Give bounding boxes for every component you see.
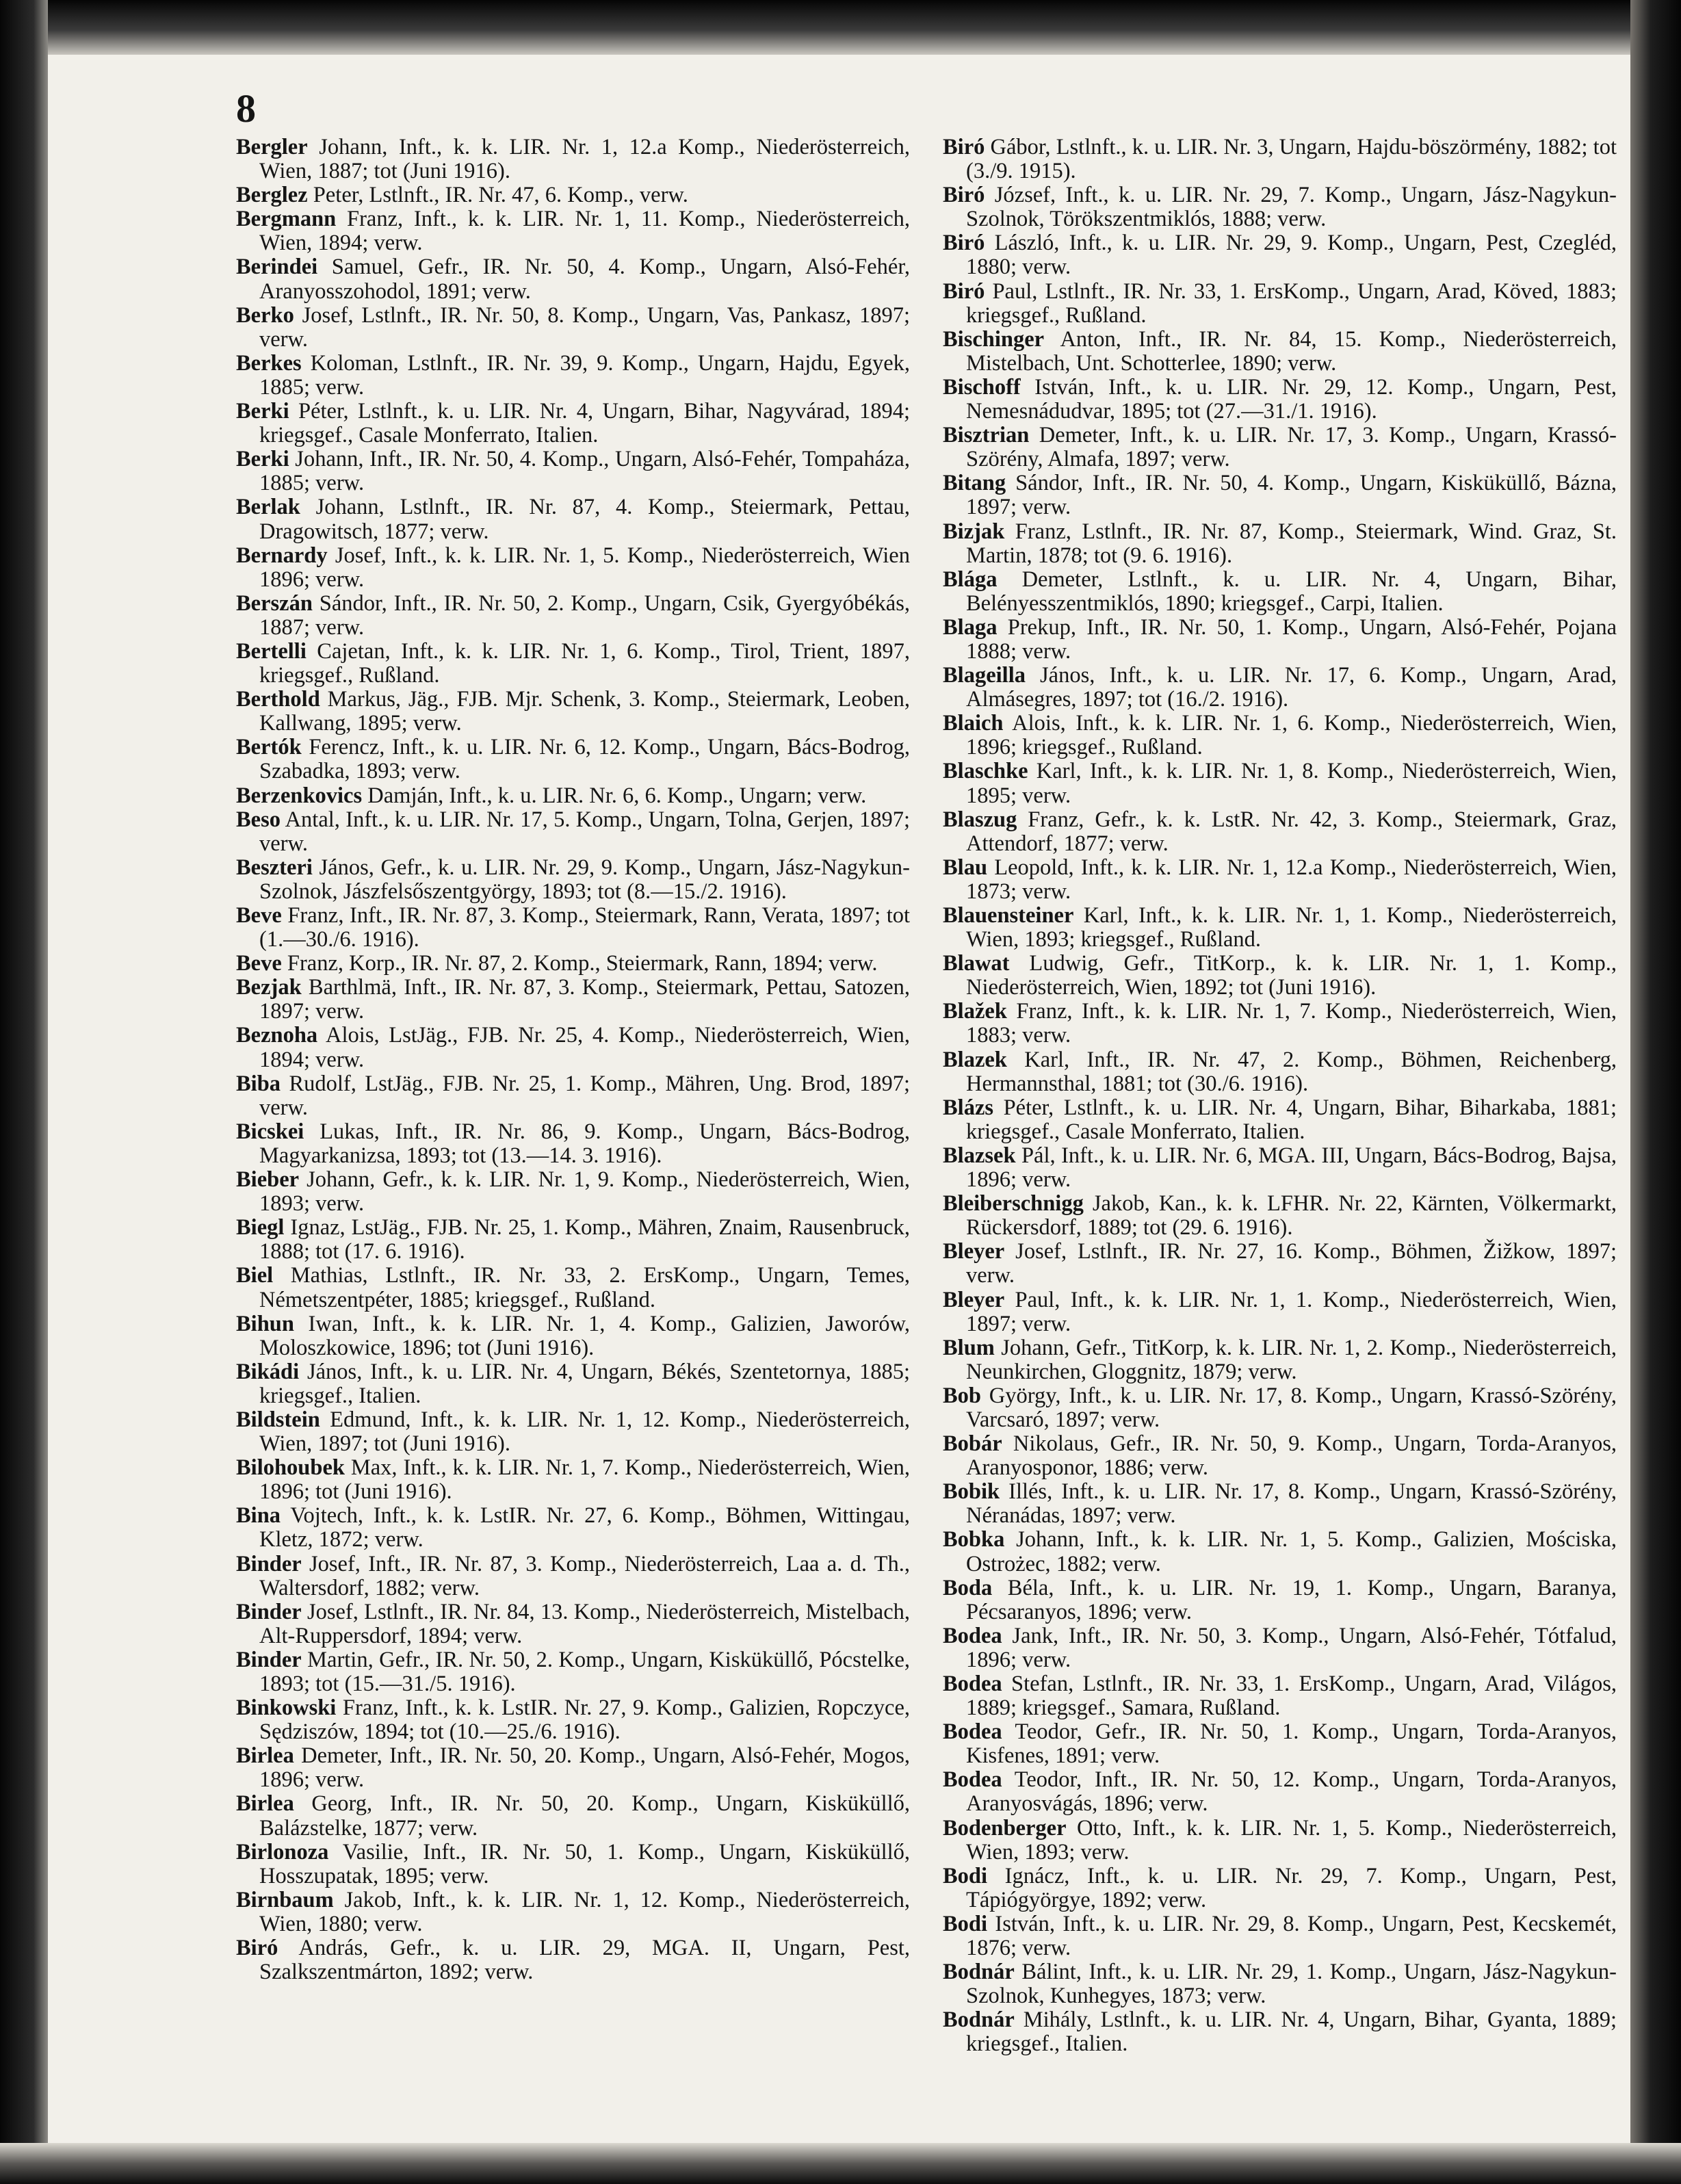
entry-surname: Bihun xyxy=(236,1311,294,1336)
entry-details: János, Inft., k. u. LIR. Nr. 17, 6. Komp., Ungarn, Arad, Almásegres, 1897; tot (16./2. 1916). xyxy=(966,663,1617,712)
entry-details: József, Inft., k. u. LIR. Nr. 29, 7. Komp., Ungarn, Jász-Nagykun-Szolnok, Törökszentmiklós, 1888; verw. xyxy=(966,183,1617,232)
left-column xyxy=(236,135,910,1984)
entry-surname: Blažek xyxy=(943,999,1007,1024)
casualty-entry xyxy=(943,712,1617,759)
casualty-entry xyxy=(236,976,910,1024)
entry-details: Stefan, Lstlnft., IR. Nr. 33, 1. ErsKomp., Ungarn, Arad, Világos, 1889; kriegsgef., Samara, Rußland. xyxy=(966,1672,1617,1721)
casualty-entry xyxy=(943,1192,1617,1240)
entry-surname: Binder xyxy=(236,1647,302,1672)
casualty-entry xyxy=(943,280,1617,328)
entry-surname: Biba xyxy=(236,1071,281,1096)
entry-surname: Berkes xyxy=(236,350,302,376)
entry-details: Leopold, Inft., k. k. LIR. Nr. 1, 12.a Komp., Niederösterreich, Wien, 1873; verw. xyxy=(966,855,1617,904)
entry-surname: Bodi xyxy=(943,1911,988,1936)
entry-details: Alois, Inft., k. k. LIR. Nr. 1, 6. Komp., Niederösterreich, Wien, 1896; kriegsgef., Rußland. xyxy=(966,711,1617,760)
casualty-entry xyxy=(236,544,910,592)
casualty-entry xyxy=(943,1624,1617,1672)
entry-details: István, Inft., k. u. LIR. Nr. 29, 8. Komp., Ungarn, Pest, Kecskemét, 1876; verw. xyxy=(966,1911,1617,1961)
entry-details: Mathias, Lstlnft., IR. Nr. 33, 2. ErsKomp., Ungarn, Temes, Németszentpéter, 1885; kriegsgef., Rußland. xyxy=(259,1263,910,1312)
casualty-entry xyxy=(943,856,1617,904)
entry-details: Johann, Gefr., k. k. LIR. Nr. 1, 9. Komp., Niederösterreich, Wien, 1893; verw. xyxy=(259,1167,910,1217)
entry-surname: Beszteri xyxy=(236,855,313,880)
casualty-entry xyxy=(943,424,1617,471)
entry-details: Teodor, Gefr., IR. Nr. 50, 1. Komp., Ungarn, Torda-Aranyos, Kisfenes, 1891; verw. xyxy=(966,1719,1617,1769)
casualty-entry xyxy=(236,856,910,904)
entry-details: Prekup, Inft., IR. Nr. 50, 1. Komp., Ungarn, Alsó-Fehér, Pojana 1888; verw. xyxy=(966,614,1617,664)
entry-surname: Birnbaum xyxy=(236,1887,334,1912)
entry-surname: Blauensteiner xyxy=(943,903,1074,928)
casualty-entry xyxy=(236,255,910,303)
entry-surname: Bertók xyxy=(236,735,302,760)
entry-surname: Berszán xyxy=(236,590,313,616)
entry-surname: Bergmann xyxy=(236,207,337,232)
entry-details: Pál, Inft., k. u. LIR. Nr. 6, MGA. III, Ungarn, Bács-Bodrog, Bajsa, 1896; verw. xyxy=(966,1143,1617,1193)
entry-surname: Beznoha xyxy=(236,1023,318,1048)
entry-surname: Blága xyxy=(943,567,998,592)
casualty-entry xyxy=(236,1408,910,1456)
entry-details: Sándor, Inft., IR. Nr. 50, 4. Komp., Ungarn, Kisküküllő, Bázna, 1897; verw. xyxy=(966,471,1617,520)
entry-details: Nikolaus, Gefr., IR. Nr. 50, 9. Komp., Ungarn, Torda-Aranyos, Aranyosponor, 1886; verw. xyxy=(966,1431,1617,1481)
entry-surname: Berko xyxy=(236,302,294,328)
entry-details: Franz, Inft., k. k. LIR. Nr. 1, 7. Komp., Niederösterreich, Wien, 1883; verw. xyxy=(966,999,1617,1048)
entry-surname: Bodenberger xyxy=(943,1815,1067,1841)
casualty-entry xyxy=(236,1792,910,1840)
entry-details: Johann, Lstlnft., IR. Nr. 87, 4. Komp., Steiermark, Pettau, Dragowitsch, 1877; verw. xyxy=(259,495,910,544)
entry-surname: Bina xyxy=(236,1503,281,1529)
entry-details: Otto, Inft., k. k. LIR. Nr. 1, 5. Komp., Niederösterreich, Wien, 1893; verw. xyxy=(966,1815,1617,1864)
casualty-entry xyxy=(236,1696,910,1744)
entry-details: Ignaz, LstJäg., FJB. Nr. 25, 1. Komp., Mähren, Znaim, Rausenbruck, 1888; tot (17. 6. 1916). xyxy=(259,1215,910,1264)
entry-details: Johann, Gefr., TitKorp, k. k. LIR. Nr. 1, 2. Komp., Niederösterreich, Neunkirchen, Gloggnitz, 1879; verw. xyxy=(966,1335,1617,1384)
entry-details: György, Inft., k. u. LIR. Nr. 17, 8. Komp., Ungarn, Krassó-Szörény, Varcsaró, 1897; verw. xyxy=(966,1383,1617,1432)
scan-border-right xyxy=(1630,0,1681,2184)
entry-details: Demeter, Lstlnft., k. u. LIR. Nr. 4, Ungarn, Bihar, Belényesszentmiklós, 1890; kriegsgef., Carpi, Italien. xyxy=(966,567,1617,616)
entry-surname: Bobár xyxy=(943,1431,1002,1457)
entry-surname: Blaschke xyxy=(943,759,1028,784)
entry-details: Teodor, Inft., IR. Nr. 50, 12. Komp., Ungarn, Torda-Aranyos, Aranyosvágás, 1896; verw. xyxy=(966,1767,1617,1817)
casualty-entry xyxy=(236,1216,910,1264)
casualty-entry xyxy=(943,471,1617,519)
entry-surname: Blázs xyxy=(943,1095,994,1120)
casualty-entry xyxy=(236,784,910,808)
entry-surname: Bieber xyxy=(236,1167,300,1193)
casualty-entry xyxy=(943,1817,1617,1864)
entry-surname: Bob xyxy=(943,1383,982,1408)
entry-details: Franz, Korp., IR. Nr. 87, 2. Komp., Steiermark, Rann, 1894; verw. xyxy=(281,951,878,976)
entry-details: Josef, Lstlnft., IR. Nr. 50, 8. Komp., Ungarn, Vas, Pankasz, 1897; verw. xyxy=(259,302,910,352)
casualty-entry xyxy=(943,1432,1617,1480)
entry-surname: Birlea xyxy=(236,1743,294,1769)
entry-details: Béla, Inft., k. u. LIR. Nr. 19, 1. Komp., Ungarn, Baranya, Pécsaranyos, 1896; verw. xyxy=(966,1575,1617,1624)
casualty-entry xyxy=(943,1240,1617,1288)
entry-surname: Bischoff xyxy=(943,374,1021,400)
entry-details: Josef, Inft., k. k. LIR. Nr. 1, 5. Komp., Niederösterreich, Wien 1896; verw. xyxy=(259,543,910,592)
casualty-entry xyxy=(943,1288,1617,1336)
entry-surname: Bikádi xyxy=(236,1359,300,1384)
casualty-entry xyxy=(236,688,910,736)
entry-surname: Berindei xyxy=(236,255,318,280)
entry-surname: Berki xyxy=(236,399,289,424)
casualty-entry xyxy=(943,183,1617,231)
casualty-entry xyxy=(236,1504,910,1552)
casualty-entry xyxy=(943,664,1617,712)
entry-details: Illés, Inft., k. u. LIR. Nr. 17, 8. Komp., Ungarn, Krassó-Szörény, Néranádas, 1897; verw. xyxy=(966,1479,1617,1529)
entry-details: Johann, Inft., k. k. LIR. Nr. 1, 5. Komp., Galizien, Mościska, Ostrożec, 1882; verw. xyxy=(966,1527,1617,1576)
entry-details: Damján, Inft., k. u. LIR. Nr. 6, 6. Komp., Ungarn; verw. xyxy=(362,783,867,808)
entry-details: Péter, Lstlnft., k. u. LIR. Nr. 4, Ungarn, Bihar, Nagyvárad, 1894; kriegsgef., Casale Monferrato, Italien. xyxy=(259,399,910,448)
entry-details: Ludwig, Gefr., TitKorp., k. k. LIR. Nr. 1, 1. Komp., Niederösterreich, Wien, 1892; tot (Juni 1916). xyxy=(966,951,1617,1000)
casualty-entry xyxy=(943,759,1617,807)
entry-details: Cajetan, Inft., k. k. LIR. Nr. 1, 6. Komp., Tirol, Trient, 1897, kriegsgef., Rußland. xyxy=(259,638,910,688)
casualty-entry xyxy=(236,1120,910,1168)
entry-details: Georg, Inft., IR. Nr. 50, 20. Komp., Ungarn, Kisküküllő, Balázstelke, 1877; verw. xyxy=(259,1791,910,1841)
entry-surname: Blau xyxy=(943,855,988,880)
casualty-entry xyxy=(236,952,910,976)
casualty-entry xyxy=(236,447,910,495)
entry-details: Anton, Inft., IR. Nr. 84, 15. Komp., Niederösterreich, Mistelbach, Unt. Schotterlee, 1890; verw. xyxy=(966,326,1617,376)
entry-surname: Bicskei xyxy=(236,1119,304,1144)
casualty-entry xyxy=(236,1841,910,1888)
casualty-entry xyxy=(943,1912,1617,1960)
entry-details: Karl, Inft., IR. Nr. 47, 2. Komp., Böhmen, Reichenberg, Hermannsthal, 1881; tot (30./6. 1916). xyxy=(966,1047,1617,1096)
entry-details: Josef, Inft., IR. Nr. 87, 3. Komp., Niederösterreich, Laa a. d. Th., Waltersdorf, 1882; verw. xyxy=(259,1551,910,1600)
entry-details: Gábor, Lstlnft., k. u. LIR. Nr. 3, Ungarn, Hajdu-böszörmény, 1882; tot (3./9. 1915). xyxy=(966,135,1617,184)
entry-surname: Beso xyxy=(236,807,281,832)
casualty-entry xyxy=(943,1960,1617,2008)
entry-details: Ignácz, Inft., k. u. LIR. Nr. 29, 7. Komp., Ungarn, Pest, Tápiógyörgye, 1892; verw. xyxy=(966,1863,1617,1912)
casualty-entry xyxy=(943,1336,1617,1384)
entry-surname: Bizjak xyxy=(943,519,1005,544)
casualty-entry xyxy=(943,1144,1617,1192)
entry-surname: Berki xyxy=(236,447,289,472)
casualty-entry xyxy=(943,1864,1617,1912)
entry-details: Johann, Inft., IR. Nr. 50, 4. Komp., Ungarn, Alsó-Fehér, Tompaháza, 1885; verw. xyxy=(259,447,910,496)
casualty-entry xyxy=(943,2008,1617,2056)
entry-details: Demeter, Inft., k. u. LIR. Nr. 17, 3. Komp., Ungarn, Krassó-Szörény, Almafa, 1897; verw. xyxy=(966,423,1617,472)
entry-details: Franz, Lstlnft., IR. Nr. 87, Komp., Steiermark, Wind. Graz, St. Martin, 1878; tot (9. 6. 1916). xyxy=(966,519,1617,568)
casualty-entry xyxy=(236,400,910,447)
casualty-entry xyxy=(943,952,1617,1000)
casualty-entry xyxy=(943,904,1617,952)
entry-surname: Bleiberschnigg xyxy=(943,1191,1084,1217)
entry-details: Franz, Inft., k. k. LstIR. Nr. 27, 9. Komp., Galizien, Ropczyce, Sędziszów, 1894; tot (10.—25./6. 1916). xyxy=(259,1695,910,1745)
entry-details: Peter, Lstlnft., IR. Nr. 47, 6. Komp., verw. xyxy=(307,183,688,208)
entry-details: Lukas, Inft., IR. Nr. 86, 9. Komp., Ungarn, Bács-Bodrog, Magyarkanizsa, 1893; tot (13.—14. 3. 1916). xyxy=(259,1119,910,1168)
entry-surname: Bilohoubek xyxy=(236,1455,345,1481)
entry-surname: Bobik xyxy=(943,1479,1000,1505)
entry-surname: Blageilla xyxy=(943,663,1026,688)
casualty-entry xyxy=(236,495,910,543)
entry-surname: Binder xyxy=(236,1551,302,1576)
entry-details: Péter, Lstlnft., k. u. LIR. Nr. 4, Ungarn, Bihar, Biharkaba, 1881; kriegsgef., Casale Monferrato, Italien. xyxy=(966,1095,1617,1144)
casualty-entry xyxy=(236,352,910,400)
entry-details: Demeter, Inft., IR. Nr. 50, 20. Komp., Ungarn, Alsó-Fehér, Mogos, 1896; verw. xyxy=(259,1743,910,1793)
casualty-entry xyxy=(236,1936,910,1984)
entry-details: Paul, Inft., k. k. LIR. Nr. 1, 1. Komp., Niederösterreich, Wien, 1897; verw. xyxy=(966,1287,1617,1336)
casualty-entry xyxy=(236,592,910,640)
casualty-entry xyxy=(236,207,910,255)
entry-details: Josef, Lstlnft., IR. Nr. 84, 13. Komp., Niederösterreich, Mistelbach, Alt-Ruppersdorf, 1894; verw. xyxy=(259,1599,910,1648)
entry-surname: Bodi xyxy=(943,1863,988,1888)
entry-details: Bálint, Inft., k. u. LIR. Nr. 29, 1. Komp., Ungarn, Jász-Nagykun-Szolnok, Kunhegyes, 1873; verw. xyxy=(966,1960,1617,2009)
entry-surname: Biró xyxy=(943,231,985,256)
entry-surname: Blaich xyxy=(943,711,1004,736)
entry-surname: Binkowski xyxy=(236,1695,337,1721)
entry-details: Karl, Inft., k. k. LIR. Nr. 1, 1. Komp., Niederösterreich, Wien, 1893; kriegsgef., Rußland. xyxy=(966,903,1617,952)
casualty-entry xyxy=(236,1744,910,1792)
casualty-entry xyxy=(943,568,1617,616)
entry-surname: Birlonoza xyxy=(236,1839,329,1864)
casualty-entry xyxy=(236,1168,910,1216)
entry-surname: Biró xyxy=(943,278,985,304)
casualty-entry xyxy=(236,1456,910,1504)
entry-surname: Bodea xyxy=(943,1623,1002,1648)
casualty-entry xyxy=(943,1096,1617,1144)
entry-surname: Berglez xyxy=(236,183,308,208)
entry-details: Koloman, Lstlnft., IR. Nr. 39, 9. Komp., Ungarn, Hajdu, Egyek, 1885; verw. xyxy=(259,350,910,400)
entry-surname: Biegl xyxy=(236,1215,285,1240)
entry-surname: Binder xyxy=(236,1599,302,1624)
casualty-entry xyxy=(943,1000,1617,1048)
casualty-entry xyxy=(943,328,1617,376)
entry-surname: Bischinger xyxy=(943,326,1045,352)
casualty-entry xyxy=(236,304,910,352)
entry-details: Johann, Inft., k. k. LIR. Nr. 1, 12.a Komp., Niederösterreich, Wien, 1887; tot (Juni 1916). xyxy=(259,135,910,184)
casualty-entry xyxy=(236,1072,910,1120)
right-column xyxy=(943,135,1617,2057)
casualty-entry xyxy=(236,904,910,952)
entry-surname: Bobka xyxy=(943,1527,1005,1552)
entry-details: László, Inft., k. u. LIR. Nr. 29, 9. Komp., Ungarn, Pest, Czegléd, 1880; verw. xyxy=(966,231,1617,280)
entry-details: Paul, Lstlnft., IR. Nr. 33, 1. ErsKomp., Ungarn, Arad, Köved, 1883; kriegsgef., Rußland. xyxy=(966,278,1617,328)
entry-details: Franz, Inft., IR. Nr. 87, 3. Komp., Steiermark, Rann, Verata, 1897; tot (1.—30./6. 1916). xyxy=(259,903,910,952)
entry-surname: Blum xyxy=(943,1335,995,1360)
casualty-entry xyxy=(943,1048,1617,1096)
entry-details: Karl, Inft., k. k. LIR. Nr. 1, 8. Komp., Niederösterreich, Wien, 1895; verw. xyxy=(966,759,1617,808)
casualty-entry xyxy=(943,1768,1617,1816)
entry-details: Markus, Jäg., FJB. Mjr. Schenk, 3. Komp., Steiermark, Leoben, Kallwang, 1895; verw. xyxy=(259,687,910,736)
entry-surname: Bernardy xyxy=(236,543,328,568)
scan-border-top xyxy=(0,0,1681,55)
entry-details: Jakob, Kan., k. k. LFHR. Nr. 22, Kärnten, Völkermarkt, Rückersdorf, 1889; tot (29. 6. 1916). xyxy=(966,1191,1617,1240)
entry-surname: Bleyer xyxy=(943,1239,1005,1264)
entry-details: Jank, Inft., IR. Nr. 50, 3. Komp., Ungarn, Alsó-Fehér, Tótfalud, 1896; verw. xyxy=(966,1623,1617,1672)
entry-surname: Berlak xyxy=(236,495,300,520)
casualty-entry xyxy=(943,1528,1617,1576)
entry-surname: Biel xyxy=(236,1263,274,1288)
entry-details: Sándor, Inft., IR. Nr. 50, 2. Komp., Ungarn, Csik, Gyergyóbékás, 1887; verw. xyxy=(259,590,910,640)
casualty-entry xyxy=(236,1024,910,1071)
entry-details: Franz, Inft., k. k. LIR. Nr. 1, 11. Komp., Niederösterreich, Wien, 1894; verw. xyxy=(259,207,910,256)
casualty-entry xyxy=(943,231,1617,279)
entry-surname: Boda xyxy=(943,1575,993,1600)
entry-details: István, Inft., k. u. LIR. Nr. 29, 12. Komp., Ungarn, Pest, Nemesnádudvar, 1895; tot (27.—31./1. 1916). xyxy=(966,374,1617,424)
entry-surname: Bodnár xyxy=(943,1960,1015,1985)
casualty-entry xyxy=(943,1720,1617,1768)
entry-surname: Blazsek xyxy=(943,1143,1016,1168)
entry-surname: Blaga xyxy=(943,614,998,640)
casualty-entry xyxy=(943,1672,1617,1720)
casualty-entry xyxy=(943,1576,1617,1624)
casualty-entry xyxy=(943,376,1617,424)
casualty-entry xyxy=(236,1360,910,1408)
entry-surname: Bergler xyxy=(236,135,308,159)
casualty-entry xyxy=(236,1552,910,1600)
entry-surname: Biró xyxy=(943,135,985,159)
entry-details: János, Inft., k. u. LIR. Nr. 4, Ungarn, Békés, Szentetornya, 1885; kriegsgef., Italien. xyxy=(259,1359,910,1408)
casualty-entry xyxy=(236,736,910,783)
entry-surname: Bodea xyxy=(943,1719,1002,1745)
entry-details: Max, Inft., k. k. LIR. Nr. 1, 7. Komp., Niederösterreich, Wien, 1896; tot (Juni 1916). xyxy=(259,1455,910,1505)
casualty-entry xyxy=(943,135,1617,183)
entry-surname: Bezjak xyxy=(236,975,302,1000)
casualty-entry xyxy=(943,1480,1617,1528)
entry-details: Ferencz, Inft., k. u. LIR. Nr. 6, 12. Komp., Ungarn, Bács-Bodrog, Szabadka, 1893; verw. xyxy=(259,735,910,784)
entry-details: András, Gefr., k. u. LIR. 29, MGA. II, Ungarn, Pest, Szalkszentmárton, 1892; verw. xyxy=(259,1936,910,1985)
entry-surname: Biró xyxy=(236,1936,278,1961)
entry-surname: Blawat xyxy=(943,951,1010,976)
casualty-entry xyxy=(236,135,910,183)
entry-surname: Biró xyxy=(943,183,985,208)
entry-surname: Bitang xyxy=(943,471,1006,496)
entry-surname: Bodea xyxy=(943,1672,1002,1696)
casualty-entry xyxy=(236,1888,910,1936)
entry-details: Iwan, Inft., k. k. LIR. Nr. 1, 4. Komp., Galizien, Jaworów, Moloszkowice, 1896; tot (Juni 1916). xyxy=(259,1311,910,1360)
casualty-entry xyxy=(943,808,1617,856)
casualty-entry xyxy=(236,1600,910,1648)
entry-surname: Beve xyxy=(236,951,282,976)
entry-details: Barthlmä, Inft., IR. Nr. 87, 3. Komp., Steiermark, Pettau, Satozen, 1897; verw. xyxy=(259,975,910,1024)
entry-surname: Bildstein xyxy=(236,1407,320,1432)
entry-surname: Bleyer xyxy=(943,1287,1005,1312)
casualty-entry xyxy=(236,640,910,688)
entry-surname: Bodnár xyxy=(943,2007,1015,2033)
entry-details: Martin, Gefr., IR. Nr. 50, 2. Komp., Ungarn, Kisküküllő, Pócstelke, 1893; tot (15.—31./5. 1916). xyxy=(259,1647,910,1696)
entry-details: Vasilie, Inft., IR. Nr. 50, 1. Komp., Ungarn, Kisküküllő, Hosszupatak, 1895; verw. xyxy=(259,1839,910,1888)
entry-surname: Blazek xyxy=(943,1047,1007,1072)
entry-details: Jakob, Inft., k. k. LIR. Nr. 1, 12. Komp., Niederösterreich, Wien, 1880; verw. xyxy=(259,1887,910,1936)
casualty-entry xyxy=(236,1264,910,1312)
entry-details: Franz, Gefr., k. k. LstR. Nr. 42, 3. Komp., Steiermark, Graz, Attendorf, 1877; verw. xyxy=(966,807,1617,856)
entry-details: Edmund, Inft., k. k. LIR. Nr. 1, 12. Komp., Niederösterreich, Wien, 1897; tot (Juni 1916). xyxy=(259,1407,910,1457)
casualty-entry xyxy=(236,1312,910,1360)
casualty-entry xyxy=(943,1384,1617,1432)
page-number: 8 xyxy=(236,86,256,131)
casualty-entry xyxy=(943,616,1617,664)
casualty-entry xyxy=(943,520,1617,568)
entry-surname: Berzenkovics xyxy=(236,783,363,808)
entry-details: János, Gefr., k. u. LIR. Nr. 29, 9. Komp., Ungarn, Jász-Nagykun-Szolnok, Jászfelsőszentgyörgy, 1893; tot (8.—15./2. 1916). xyxy=(259,855,910,904)
scan-border-left xyxy=(0,0,48,2184)
entry-surname: Blaszug xyxy=(943,807,1017,832)
entry-surname: Beve xyxy=(236,903,282,928)
entry-surname: Bertelli xyxy=(236,638,307,664)
entry-surname: Berthold xyxy=(236,687,320,712)
entry-details: Samuel, Gefr., IR. Nr. 50, 4. Komp., Ungarn, Alsó-Fehér, Aranyosszohodol, 1891; verw. xyxy=(259,255,910,304)
scan-border-bottom xyxy=(0,2143,1681,2184)
casualty-entry xyxy=(236,1648,910,1696)
entry-surname: Bisztrian xyxy=(943,423,1030,448)
entry-details: Rudolf, LstJäg., FJB. Nr. 25, 1. Komp., Mähren, Ung. Brod, 1897; verw. xyxy=(259,1071,910,1120)
entry-surname: Bodea xyxy=(943,1767,1002,1793)
entry-surname: Birlea xyxy=(236,1791,294,1817)
entry-details: Antal, Inft., k. u. LIR. Nr. 17, 5. Komp., Ungarn, Tolna, Gerjen, 1897; verw. xyxy=(259,807,910,856)
entry-details: Mihály, Lstlnft., k. u. LIR. Nr. 4, Ungarn, Bihar, Gyanta, 1889; kriegsgef., Italien. xyxy=(966,2007,1617,2057)
entry-details: Josef, Lstlnft., IR. Nr. 27, 16. Komp., Böhmen, Žižkow, 1897; verw. xyxy=(966,1239,1617,1288)
entry-details: Vojtech, Inft., k. k. LstIR. Nr. 27, 6. Komp., Böhmen, Wittingau, Kletz, 1872; verw. xyxy=(259,1503,910,1552)
entry-details: Alois, LstJäg., FJB. Nr. 25, 4. Komp., Niederösterreich, Wien, 1894; verw. xyxy=(259,1023,910,1072)
casualty-entry xyxy=(236,183,910,207)
casualty-entry xyxy=(236,808,910,856)
